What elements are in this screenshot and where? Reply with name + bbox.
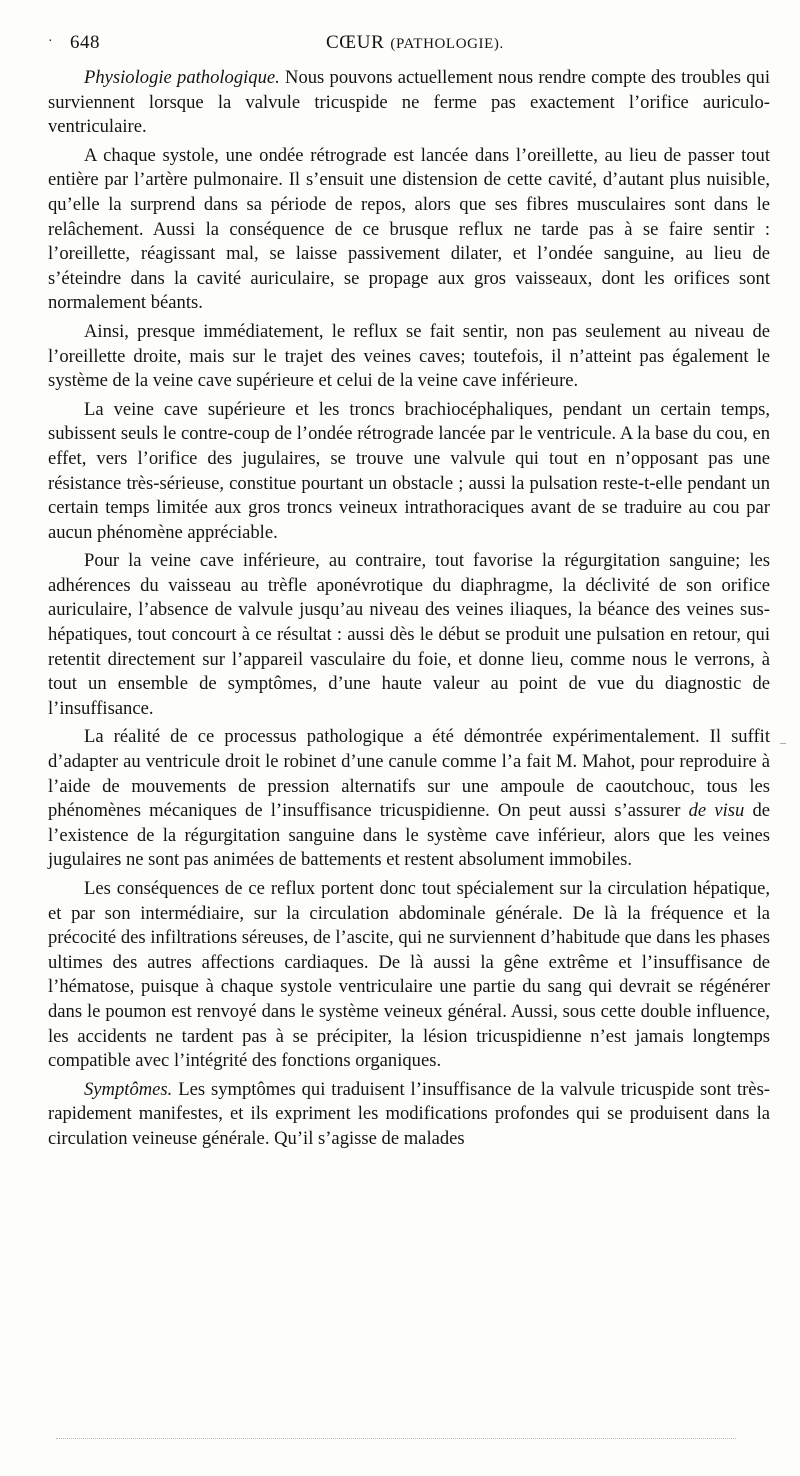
italic-phrase: de visu xyxy=(688,800,745,822)
page-number: 648 xyxy=(70,32,100,53)
paragraph-consequences: Les conséquences de ce reflux portent donc tout spécialement sur la circulation hépatique, et par son intermédiaire, sur la circulation abdominale générale. De là la fréquence et la précocité des infiltrations séreuses, de l’ascite, qui ne surviennent d’habitude que dans les phases ultimes des autres affections cardiaques. De là aussi la gêne extrême et l’insuffisance de l’hématose, puisque à chaque systole ventriculaire une partie du sang qui devrait se régénérer dans le poumon est renvoyé dans le système veineux général. Aussi, sous cette double influence, les accidents ne tardent pas à se précipiter, la lésion tricuspidienne n’est jamais longtemps compatible avec l’intégrité des fonctions organiques. xyxy=(48,878,770,1072)
section-heading-physiologie: Physiologie pathologique. xyxy=(84,67,280,88)
bottom-rule xyxy=(56,1438,736,1439)
paragraph-experimentation xyxy=(48,725,770,873)
paragraph-text: Nous pouvons actuellement nous rendre compte des troubles qui surviennent lorsque la valvule tricuspide ne ferme pas exactement l’orifice auriculo-ventriculaire. xyxy=(48,67,770,138)
running-title-sub: (PATHOLOGIE). xyxy=(390,36,504,52)
paragraph-systole: A chaque systole, une ondée rétrograde est lancée dans l’oreillette, au lieu de passer tout entière par l’artère pulmonaire. Il s’ensuit une distension de cette cavité, d’autant plus nuisible, qu’elle la surprend dans sa période de repos, alors que ses fibres musculaires sont dans le relâchement. Aussi la conséquence de ce brusque reflux ne tarde pas à se faire sentir : l’oreillette, réagissant mal, se laisse passivement dilater, et l’ondée sanguine, au lieu de s’éteindre dans la cavité auriculaire, se propage aux gros vaisseaux, dont les orifices sont normalement béants. xyxy=(48,144,770,314)
section-heading-symptomes: Symptômes. xyxy=(84,1078,173,1100)
paragraph-reflux: Ainsi, presque immédiatement, le reflux se fait sentir, non pas seulement au niveau de l’oreillette droite, mais sur le trajet des veines caves; toutefois, il n’atteint pas également le système de la veine cave supérieure et celui de la veine cave inférieure. xyxy=(48,320,770,392)
paragraph-text: La réalité de ce processus pathologique a été démontrée expérimentalement. Il suffit d’adapter au ventricule droit le robinet d’une canule comme l’a fait M. Mahot, pour reproduire à l’aide de mouvements de pression alternatifs sur une ampoule de caoutchouc, tous les phénomènes mécaniques de l’insuffisance tricuspidienne. On peut aussi s’assurer xyxy=(48,726,770,822)
running-header xyxy=(48,32,760,62)
header-mark: · xyxy=(48,34,53,49)
margin-mark: – xyxy=(780,735,786,749)
running-title-main: CŒUR xyxy=(326,32,385,53)
paragraph-text: de l’existence de la régurgitation sanguine dans le système cave inférieur, alors que les veines jugulaires ne sont pas animées de battements et restent absolument immobiles. xyxy=(48,800,770,871)
body-text xyxy=(48,66,770,1156)
paragraph-veine-cave-inferieure: Pour la veine cave inférieure, au contraire, tout favorise la régurgitation sanguine; les adhérences du vaisseau au trèfle aponévrotique du diaphragme, la déclivité de son orifice auriculaire, l’absence de valvule jusqu’au niveau des veines iliaques, la béance des veines sus-hépatiques, tout concourt à ce résultat : aussi dès le début se produit une pulsation en retour, qui retentit directement sur l’appareil vasculaire du foie, et donne lieu, comme nous le verrons, à tout un ensemble de symptômes, d’une haute valeur au point de vue du diagnostic de l’insuffisance. xyxy=(48,550,770,719)
paragraph-text: Les symptômes qui traduisent l’insuffisance de la valvule tricuspide sont très-rapidement manifestes, et ils expriment les modifications profondes qui se produisent dans la circulation veineuse générale. Qu’il s’agisse de malades xyxy=(48,1078,770,1149)
paragraph-symptomes xyxy=(48,1078,770,1152)
paragraph-physiologie xyxy=(48,66,770,140)
running-title xyxy=(326,32,504,54)
paragraph-veine-cave-superieure: La veine cave supérieure et les troncs brachiocéphaliques, pendant un certain temps, subissent seuls le contre-coup de l’ondée rétrograde lancée par le ventricule. A la base du cou, en effet, vers l’orifice des jugulaires, se trouve une valvule qui tout en n’opposant pas une résistance très-sérieuse, constitue pourtant un obstacle ; aussi la pulsation reste-t-elle pendant un certain temps limitée aux gros troncs veineux intrathoraciques avant de se traduire au cou par aucun phénomène appréciable. xyxy=(48,398,770,543)
